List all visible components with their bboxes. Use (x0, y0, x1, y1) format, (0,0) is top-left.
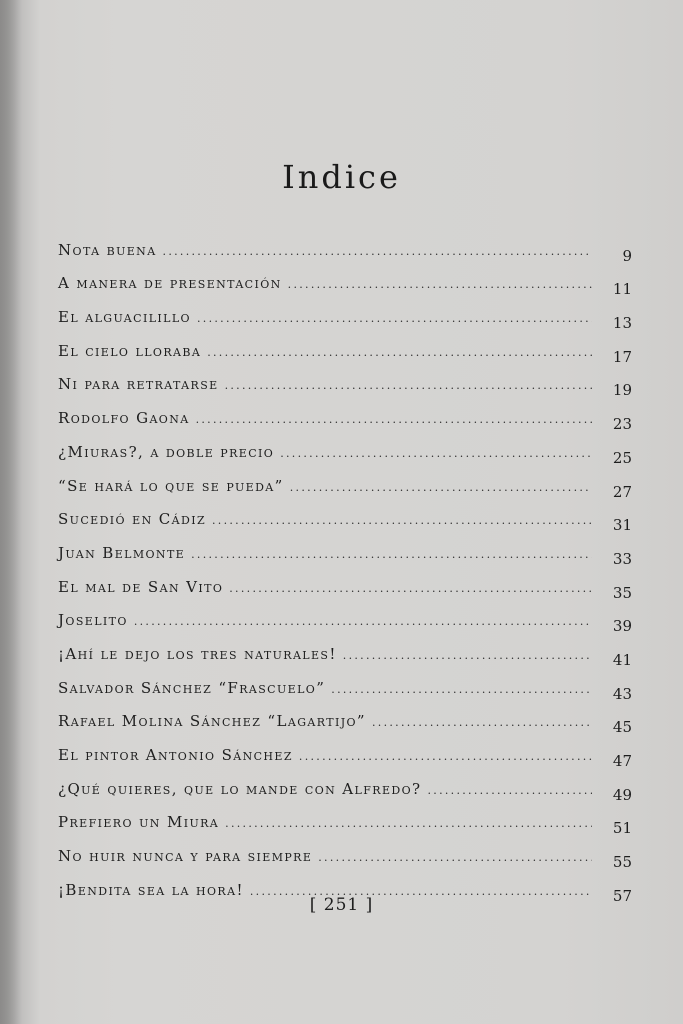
page-number: [ 251 ] (309, 895, 374, 915)
toc-entry-title: El alguacilillo (58, 308, 191, 327)
toc-entry-title: A manera de presentación (58, 274, 282, 293)
toc-entry-page: 55 (612, 853, 632, 872)
dot-leader (196, 408, 592, 428)
toc-entry-page: 49 (612, 785, 632, 804)
toc-entry-page: 17 (612, 347, 632, 366)
dot-leader (318, 846, 592, 866)
toc-entry-title: Sucedió en Cádiz (58, 510, 206, 529)
toc-entry-title: Rodolfo Gaona (58, 409, 190, 428)
toc-entry-page: 41 (612, 650, 632, 669)
toc-entry (58, 327, 632, 366)
toc-entry-page: 33 (612, 549, 632, 568)
toc-entry (58, 630, 632, 669)
toc-entry (58, 529, 632, 568)
toc-entry-title: Ni para retratarse (58, 375, 219, 394)
toc-entry-page: 11 (612, 280, 632, 299)
toc-entry-page: 57 (612, 886, 632, 905)
dot-leader (207, 341, 592, 361)
toc-entry (58, 832, 632, 872)
toc-entry (58, 428, 632, 467)
toc-entry (58, 260, 632, 299)
toc-entry (58, 597, 632, 636)
toc-entry-page: 35 (612, 583, 632, 602)
spine-shadow (0, 0, 22, 1024)
toc-entry-page: 45 (612, 718, 632, 737)
toc-entry-title: El cielo lloraba (58, 341, 202, 360)
toc-entry-title: ¡Bendita sea la hora! (58, 880, 244, 899)
toc-entry (58, 361, 632, 400)
toc-entry-page: 9 (622, 246, 632, 265)
dot-leader (197, 307, 592, 327)
toc-entry-title: Rafael Molina Sánchez “Lagartijo” (58, 712, 366, 731)
toc-entry-page: 27 (612, 482, 632, 501)
toc-entry (58, 799, 632, 838)
dot-leader (372, 711, 592, 731)
dot-leader (134, 610, 592, 630)
toc-entry (58, 563, 632, 602)
toc-entry-title: Prefiero un Miura (58, 813, 220, 832)
toc-entry (58, 496, 632, 535)
dot-leader (288, 273, 592, 293)
toc-entry-page: 43 (612, 684, 632, 703)
toc-entry (58, 765, 632, 804)
toc-entry-title: Joselito (58, 611, 128, 630)
dot-leader (212, 509, 592, 529)
dot-leader (163, 240, 592, 260)
dot-leader (331, 678, 592, 698)
toc-entry (58, 226, 632, 265)
toc-entry-page: 25 (612, 448, 632, 467)
toc-entry-title: El pintor Antonio Sánchez (58, 746, 293, 764)
dot-leader (343, 644, 592, 664)
toc-entry-title: Salvador Sánchez “Frascuelo” (58, 678, 326, 697)
toc-entry-title: “Se hará lo que se pueda” (58, 476, 284, 495)
toc-entry-title: No huir nunca y para siempre (58, 847, 313, 866)
dot-leader (229, 577, 592, 597)
toc-entry (58, 731, 632, 770)
dot-leader (225, 374, 592, 394)
toc-entry-page: 51 (612, 819, 632, 838)
toc-entry-page: 39 (612, 617, 632, 636)
toc-entry-title: ¿Miuras?, a doble precio (58, 442, 275, 461)
toc-entry (58, 664, 632, 703)
toc-entry (58, 462, 632, 501)
toc-entry-title: ¡Ahí le dejo los tres naturales! (58, 644, 337, 663)
dot-leader (225, 812, 592, 832)
dot-leader (191, 543, 592, 563)
toc-entry-page: 19 (612, 381, 632, 400)
toc-entry-title: Nota buena (58, 240, 157, 259)
dot-leader (290, 476, 592, 496)
toc-entry (58, 394, 632, 434)
toc-entry-title: ¿Qué quieres, que lo mande con Alfredo? (58, 779, 422, 798)
dot-leader (299, 745, 592, 765)
toc-entry-title: El mal de San Vito (58, 577, 224, 596)
toc-entry-page: 47 (612, 752, 632, 770)
dot-leader (427, 779, 592, 799)
dot-leader (280, 442, 592, 462)
toc-entry-page: 31 (612, 516, 632, 535)
toc-entry-title: Juan Belmonte (58, 543, 186, 562)
toc-entry-page: 13 (612, 314, 632, 333)
toc-entry (58, 293, 632, 333)
toc-entry-page: 23 (612, 415, 632, 434)
page-title: Indice (282, 158, 401, 196)
toc-entry (58, 698, 632, 737)
